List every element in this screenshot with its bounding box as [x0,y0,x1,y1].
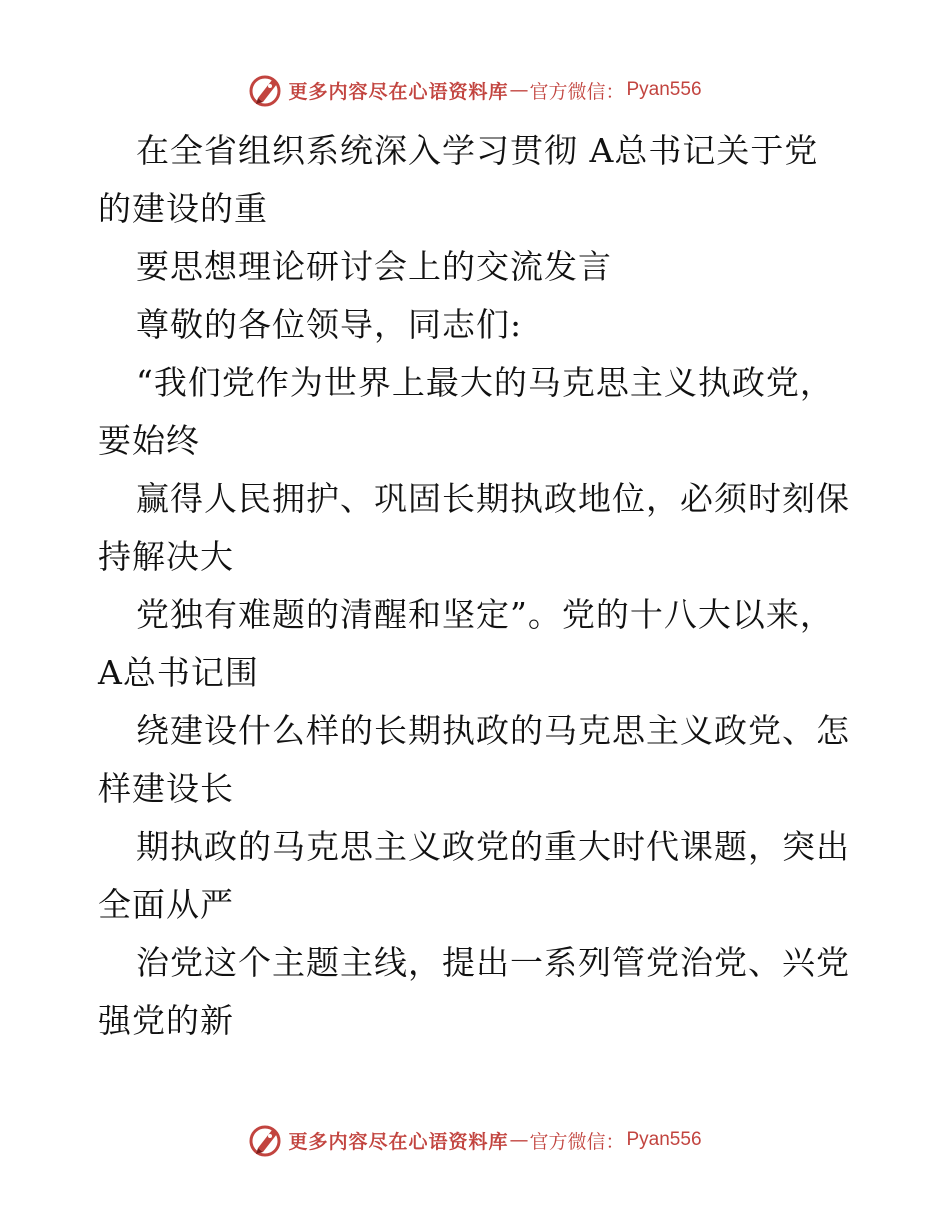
text-line: 治党这个主题主线，提出一系列管党治党、兴党 [136,943,850,982]
text-line: 绕建设什么样的长期执政的马克思主义政党、怎 [136,711,850,750]
watermark-wechat-id: Pyan556 [626,1129,702,1150]
text-line: 持解决大 [98,537,234,576]
text-line: 强党的新 [98,1001,234,1040]
text-line: 要思想理论研讨会上的交流发言 [136,247,612,286]
watermark-dash: — [509,79,529,101]
watermark-text: 更多内容尽在心语资料库 [288,1130,509,1153]
text-line: 党独有难题的清醒和坚定”。党的十八大以来， [136,595,834,634]
watermark-banner-top [0,70,950,110]
watermark-wechat-label: 官方微信： [529,80,625,103]
watermark-text: 更多内容尽在心语资料库 [288,80,509,103]
text-line: 在全省组织系统深入学习贯彻 A总书记关于党 [136,131,819,170]
watermark-banner-bottom [0,1120,950,1160]
text-line: 期执政的马克思主义政党的重大时代课题，突出 [136,827,850,866]
pen-logo-icon [248,1122,284,1158]
text-line: 样建设长 [98,769,234,808]
watermark-dash: — [509,1129,529,1151]
watermark-wechat-id: Pyan556 [626,79,702,100]
text-line: A总书记围 [98,653,259,692]
text-line: 的建设的重 [98,189,268,228]
text-line: 赢得人民拥护、巩固长期执政地位，必须时刻保 [136,479,850,518]
text-line: “我们党作为世界上最大的马克思主义执政党， [136,363,834,402]
pen-logo-icon [248,72,284,108]
text-line: 要始终 [98,421,200,460]
text-line: 全面从严 [98,885,234,924]
document-body [98,122,858,1050]
watermark-wechat-label: 官方微信： [529,1130,625,1153]
text-line: 尊敬的各位领导，同志们: [136,305,523,344]
